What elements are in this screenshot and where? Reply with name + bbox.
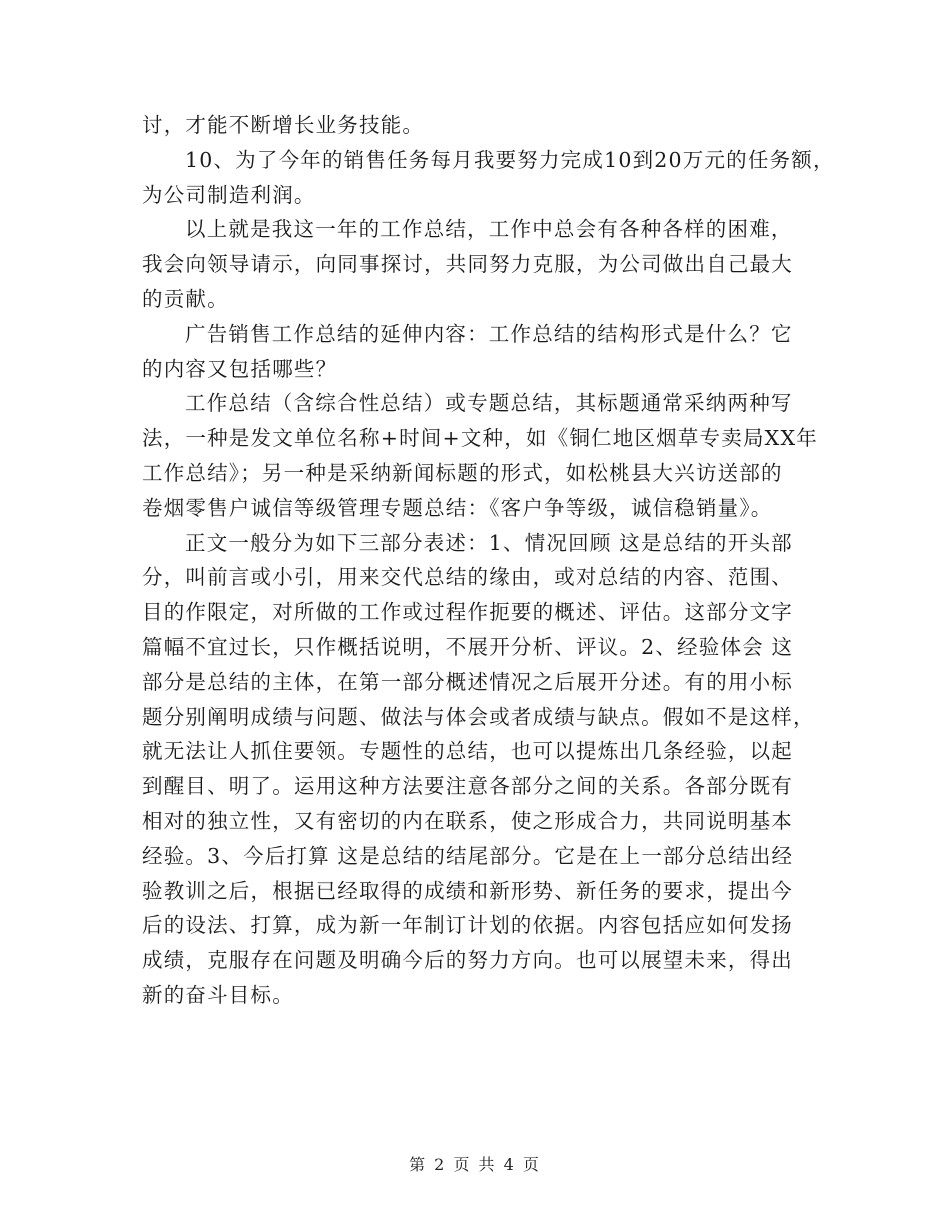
- text-line: 讨，才能不断增长业务技能。: [142, 113, 425, 137]
- text-line: 题分别阐明成绩与问题、做法与体会或者成绩与缺点。假如不是这样，: [142, 704, 815, 729]
- text-line: 的内容又包括哪些？: [142, 356, 338, 381]
- text-line: 经验。3、今后打算 这是总结的结尾部分。它是在上一部分总结出经: [142, 843, 794, 868]
- text-line: 篇幅不宜过长，只作概括说明，不展开分析、评议。2、经验体会 这: [142, 634, 794, 659]
- paragraph: [142, 526, 815, 1013]
- paragraph: [142, 386, 818, 525]
- text-line: 的贡献。: [142, 286, 229, 311]
- text-line: 正文一般分为如下三部分表述：1、情况回顾 这是总结的开头部: [185, 530, 793, 555]
- text-line: 到醒目、明了。运用这种方法要注意各部分之间的关系。各部分既有: [142, 774, 793, 799]
- text-line: 部分是总结的主体，在第一部分概述情况之后展开分述。有的用小标: [142, 669, 793, 694]
- text-line: 法，一种是发文单位名称+时间+文种，如《铜仁地区烟草专卖局XX年: [142, 426, 818, 451]
- text-line: 目的作限定，对所做的工作或过程作扼要的概述、评估。这部分文字: [142, 600, 793, 625]
- text-line: 就无法让人抓住要领。专题性的总结，也可以提炼出几条经验，以起: [142, 739, 793, 764]
- text-line: 成绩，克服存在问题及明确今后的努力方向。也可以展望未来，得出: [142, 948, 793, 973]
- text-line: 以上就是我这一年的工作总结，工作中总会有各种各样的困难，: [185, 217, 793, 242]
- text-line: 验教训之后，根据已经取得的成绩和新形势、新任务的要求，提出今: [142, 878, 793, 903]
- text-line: 我会向领导请示，向同事探讨，共同努力克服，为公司做出自己最大: [142, 252, 793, 277]
- text-line: 卷烟零售户诚信等级管理专题总结：《客户争等级，诚信稳销量》。: [142, 495, 773, 520]
- paragraph: [142, 143, 835, 213]
- paragraph: [142, 212, 812, 316]
- text-line: 分，叫前言或小引，用来交代总结的缘由，或对总结的内容、范围、: [142, 565, 793, 590]
- paragraph: [142, 108, 812, 143]
- text-line: 为公司制造利润。: [142, 182, 316, 207]
- text-line: 10、为了今年的销售任务每月我要努力完成10到20万元的任务额，: [185, 147, 835, 172]
- text-line: 相对的独立性，又有密切的内在联系，使之形成合力，共同说明基本: [142, 808, 793, 833]
- text-line: 工作总结》；另一种是采纳新闻标题的形式，如松桃县大兴访送部的: [142, 460, 783, 485]
- text-line: 新的奋斗目标。: [142, 982, 294, 1007]
- text-line: 工作总结（含综合性总结）或专题总结，其标题通常采纳两种写: [185, 391, 793, 416]
- text-line: 广告销售工作总结的延伸内容：工作总结的结构形式是什么？它: [185, 321, 793, 346]
- paragraph: [142, 317, 812, 387]
- document-body: [142, 108, 835, 1013]
- text-line: 后的设法、打算，成为新一年制订计划的依据。内容包括应如何发扬: [142, 913, 793, 938]
- page-number-footer: 第 2 页 共 4 页: [409, 1155, 541, 1174]
